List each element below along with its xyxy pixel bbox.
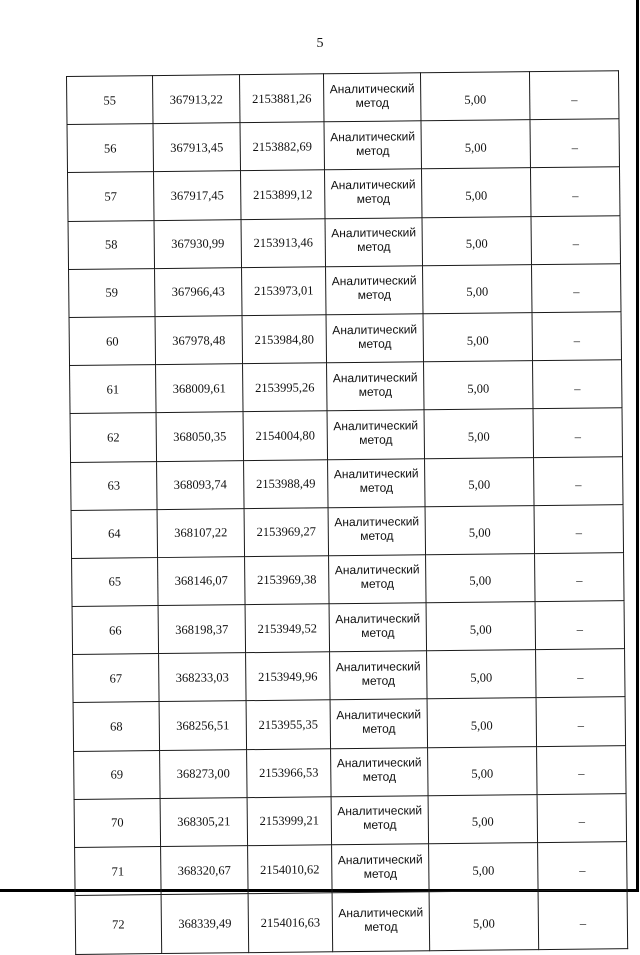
y-coordinate-cell: 2153899,12: [241, 170, 326, 219]
point-number-cell: 58: [68, 220, 154, 269]
method-line-1: Аналитический: [333, 466, 419, 482]
table-row: [70, 360, 622, 414]
method-line-2: метод: [360, 577, 395, 592]
x-coordinate-cell: 368050,35: [156, 412, 243, 461]
y-coordinate-cell: 2153969,27: [244, 507, 329, 556]
table-row: [70, 408, 622, 462]
extra-cell: –: [537, 793, 626, 842]
x-coordinate-cell: 367966,43: [155, 267, 242, 316]
x-coordinate-cell: 368107,22: [157, 508, 244, 557]
x-coordinate-cell: 367913,45: [153, 123, 240, 172]
accuracy-cell: 5,00: [424, 361, 533, 410]
x-coordinate-cell: 368009,61: [156, 364, 243, 413]
extra-cell: –: [533, 360, 622, 409]
x-coordinate-cell: 367913,22: [153, 75, 240, 124]
extra-cell: –: [535, 553, 624, 602]
method-line-1: Аналитический: [337, 803, 423, 819]
method-cell: [331, 796, 428, 845]
method-cell: [328, 506, 425, 555]
point-number-cell: 70: [74, 798, 160, 847]
method-line-1: Аналитический: [332, 321, 418, 337]
point-number-cell: 71: [75, 847, 161, 896]
point-number-cell: 57: [68, 172, 154, 221]
method-line-2: метод: [362, 769, 397, 785]
extra-cell: –: [535, 601, 624, 650]
method-line-1: Аналитический: [329, 80, 415, 96]
extra-cell: –: [530, 167, 619, 216]
y-coordinate-cell: 2153999,21: [247, 797, 331, 846]
y-coordinate-cell: 2154004,80: [243, 411, 328, 460]
method-line-2: метод: [358, 336, 392, 351]
x-coordinate-cell: 368256,51: [159, 701, 246, 750]
method-line-1: Аналитический: [331, 225, 417, 241]
point-number-cell: 60: [69, 317, 155, 366]
method-cell: [328, 458, 425, 507]
method-line-2: метод: [360, 528, 394, 544]
extra-cell: –: [529, 71, 618, 120]
method-line-2: метод: [358, 384, 393, 399]
method-line-1: Аналитический: [334, 514, 420, 530]
accuracy-cell: 5,00: [427, 698, 536, 747]
method-line-2: метод: [357, 239, 391, 255]
method-line-2: метод: [363, 866, 398, 881]
extra-cell: –: [533, 408, 622, 457]
method-line-1: Аналитический: [335, 659, 421, 675]
accuracy-cell: 5,00: [426, 602, 535, 651]
method-line-2: метод: [362, 721, 396, 736]
table-row: [71, 504, 623, 558]
accuracy-cell: 5,00: [420, 72, 529, 121]
table-row: [67, 71, 619, 125]
method-line-2: метод: [355, 95, 390, 110]
method-line-2: метод: [356, 143, 390, 158]
y-coordinate-cell: 2154010,62: [248, 845, 332, 894]
x-coordinate-cell: 368273,00: [160, 749, 247, 798]
method-cell: [331, 747, 428, 796]
accuracy-cell: 5,00: [423, 264, 532, 313]
method-cell: [324, 121, 421, 170]
page-number: 5: [316, 36, 324, 51]
x-coordinate-cell: 368233,03: [159, 653, 246, 702]
x-coordinate-cell: 367917,45: [154, 171, 241, 220]
method-line-1: Аналитический: [330, 129, 416, 145]
y-coordinate-cell: 2153955,35: [246, 700, 331, 749]
accuracy-cell: 5,00: [421, 120, 530, 169]
table-row: [73, 649, 625, 703]
y-coordinate-cell: 2153882,69: [240, 122, 325, 171]
table-row: [68, 167, 620, 221]
x-coordinate-cell: 368198,37: [158, 605, 245, 654]
x-coordinate-cell: 368339,49: [161, 894, 249, 954]
method-line-1: Аналитический: [331, 273, 417, 289]
point-number-cell: 61: [70, 365, 156, 414]
point-number-cell: 59: [69, 268, 155, 317]
accuracy-cell: 5,00: [422, 216, 531, 265]
y-coordinate-cell: 2153913,46: [241, 218, 326, 267]
method-line-1: Аналитический: [334, 562, 420, 578]
y-coordinate-cell: 2153969,38: [245, 556, 330, 605]
method-line-2: метод: [359, 432, 393, 447]
method-cell: [329, 603, 426, 652]
accuracy-cell: 5,00: [429, 891, 539, 951]
method-cell: [325, 217, 422, 266]
extra-cell: –: [537, 745, 626, 794]
y-coordinate-cell: 2153973,01: [242, 267, 327, 316]
table-row: [68, 215, 620, 269]
y-coordinate-cell: 2153984,80: [242, 315, 327, 364]
point-number-cell: 63: [71, 461, 157, 510]
accuracy-cell: 5,00: [421, 168, 530, 217]
table-row: [69, 312, 621, 366]
method-line-1: Аналитический: [336, 755, 422, 771]
method-cell: [330, 651, 427, 700]
table-row: [73, 697, 625, 751]
point-number-cell: 65: [72, 557, 158, 606]
extra-cell: –: [532, 312, 621, 361]
extra-cell: –: [538, 890, 628, 950]
extra-cell: –: [536, 649, 625, 698]
method-line-1: Аналитический: [338, 905, 424, 921]
method-cell: [326, 314, 423, 363]
method-cell: [332, 844, 429, 893]
accuracy-cell: 5,00: [428, 794, 537, 843]
accuracy-cell: 5,00: [425, 457, 534, 506]
method-line-2: метод: [361, 673, 396, 688]
method-cell: [327, 362, 424, 411]
method-line-1: Аналитический: [337, 851, 423, 867]
y-coordinate-cell: 2153966,53: [247, 748, 331, 797]
method-line-1: Аналитический: [330, 177, 416, 193]
x-coordinate-cell: 368093,74: [157, 460, 244, 509]
x-coordinate-cell: 368146,07: [158, 557, 245, 606]
extra-cell: –: [538, 842, 627, 891]
method-line-2: метод: [356, 191, 391, 206]
extra-cell: –: [536, 697, 625, 746]
y-coordinate-cell: 2153949,96: [246, 652, 331, 701]
coordinates-table: [66, 70, 628, 955]
accuracy-cell: 5,00: [429, 843, 538, 892]
y-coordinate-cell: 2153881,26: [239, 74, 324, 123]
extra-cell: –: [531, 215, 620, 264]
method-cell: [329, 555, 426, 604]
extra-cell: –: [530, 119, 619, 168]
table-row: [74, 793, 626, 847]
coordinates-table-wrapper: [66, 70, 628, 955]
method-line-2: метод: [361, 625, 395, 640]
accuracy-cell: 5,00: [425, 505, 534, 554]
x-coordinate-cell: 368305,21: [160, 797, 247, 846]
method-cell: [327, 410, 424, 459]
extra-cell: –: [534, 456, 623, 505]
x-coordinate-cell: 367930,99: [154, 219, 241, 268]
method-line-2: метод: [363, 817, 397, 833]
coordinates-table-body: [67, 71, 628, 955]
y-coordinate-cell: 2153949,52: [245, 604, 330, 653]
method-line-1: Аналитический: [332, 370, 418, 385]
point-number-cell: 62: [70, 413, 156, 462]
table-row: [67, 119, 619, 173]
method-cell: [325, 169, 422, 218]
y-coordinate-cell: 2154016,63: [248, 893, 333, 953]
accuracy-cell: 5,00: [428, 746, 537, 795]
table-row: [69, 263, 621, 317]
table-row: [75, 842, 627, 896]
point-number-cell: 72: [75, 895, 162, 955]
table-row: [72, 601, 624, 655]
y-coordinate-cell: 2153988,49: [244, 459, 329, 508]
point-number-cell: 67: [73, 654, 159, 703]
table-row: [72, 553, 624, 607]
method-line-1: Аналитический: [336, 707, 422, 723]
method-cell: [330, 699, 427, 748]
point-number-cell: 64: [71, 509, 157, 558]
point-number-cell: 56: [67, 124, 153, 173]
method-cell: [332, 892, 430, 952]
method-line-2: метод: [357, 287, 392, 303]
accuracy-cell: 5,00: [426, 553, 535, 602]
point-number-cell: 66: [72, 606, 158, 655]
method-cell: [323, 73, 420, 122]
x-coordinate-cell: 368320,67: [161, 846, 248, 895]
y-coordinate-cell: 2153995,26: [243, 363, 328, 412]
extra-cell: –: [534, 504, 623, 553]
accuracy-cell: 5,00: [427, 650, 536, 699]
point-number-cell: 68: [73, 702, 159, 751]
table-row: [75, 890, 628, 955]
table-row: [74, 745, 626, 799]
method-line-1: Аналитический: [333, 418, 419, 434]
method-line-2: метод: [364, 919, 398, 935]
method-cell: [326, 266, 423, 315]
extra-cell: –: [531, 263, 620, 312]
point-number-cell: 69: [74, 750, 160, 799]
accuracy-cell: 5,00: [423, 313, 532, 362]
x-coordinate-cell: 367978,48: [155, 316, 242, 365]
method-line-1: Аналитический: [335, 610, 421, 626]
accuracy-cell: 5,00: [424, 409, 533, 458]
table-row: [71, 456, 623, 510]
method-line-2: метод: [359, 480, 394, 496]
point-number-cell: 55: [67, 76, 153, 125]
